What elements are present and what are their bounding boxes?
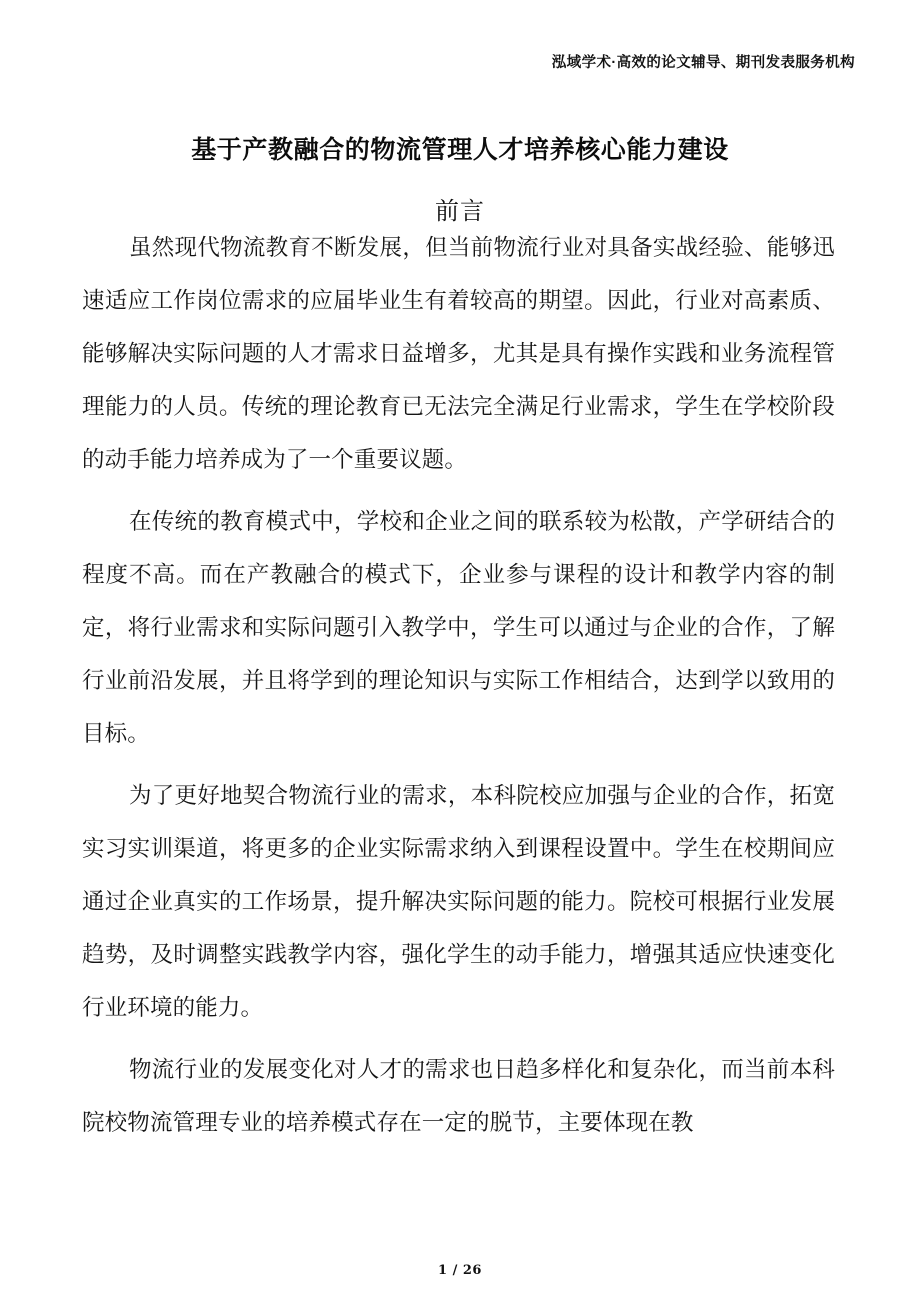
section-heading-preface: 前言 <box>435 197 485 225</box>
paragraph: 虽然现代物流教育不断发展，但当前物流行业对具备实战经验、能够迅速适应工作岗位需求的应届毕业生有着较高的期望。因此，行业对高素质、能够解决实际问题的人才需求日益增多，尤其是具有操作实践和业务流程管理能力的人员。传统的理论教育已无法完全满足行业需求，学生在学校阶段的动手能力培养成为了一个重要议题。 <box>82 235 835 473</box>
body-text <box>82 222 835 1159</box>
paragraph: 为了更好地契合物流行业的需求，本科院校应加强与企业的合作，拓宽实习实训渠道，将更多的企业实际需求纳入到课程设置中。学生在校期间应通过企业真实的工作场景，提升解决实际问题的能力。院校可根据行业发展趋势，及时调整实践教学内容，强化学生的动手能力，增强其适应快速变化行业环境的能力。 <box>82 783 835 1021</box>
page-number: 1 / 26 <box>438 1263 482 1278</box>
paragraph: 在传统的教育模式中，学校和企业之间的联系较为松散，产学研结合的程度不高。而在产教融合的模式下，企业参与课程的设计和教学内容的制定，将行业需求和实际问题引入教学中，学生可以通过与企业的合作，了解行业前沿发展，并且将学到的理论知识与实际工作相结合，达到学以致用的目标。 <box>82 509 835 747</box>
paragraph: 物流行业的发展变化对人才的需求也日趋多样化和复杂化，而当前本科院校物流管理专业的培养模式存在一定的脱节，主要体现在教 <box>82 1057 835 1136</box>
page-title: 基于产教融合的物流管理人才培养核心能力建设 <box>191 135 729 164</box>
running-header: 泓域学术·高效的论文辅导、期刊发表服务机构 <box>551 55 855 71</box>
